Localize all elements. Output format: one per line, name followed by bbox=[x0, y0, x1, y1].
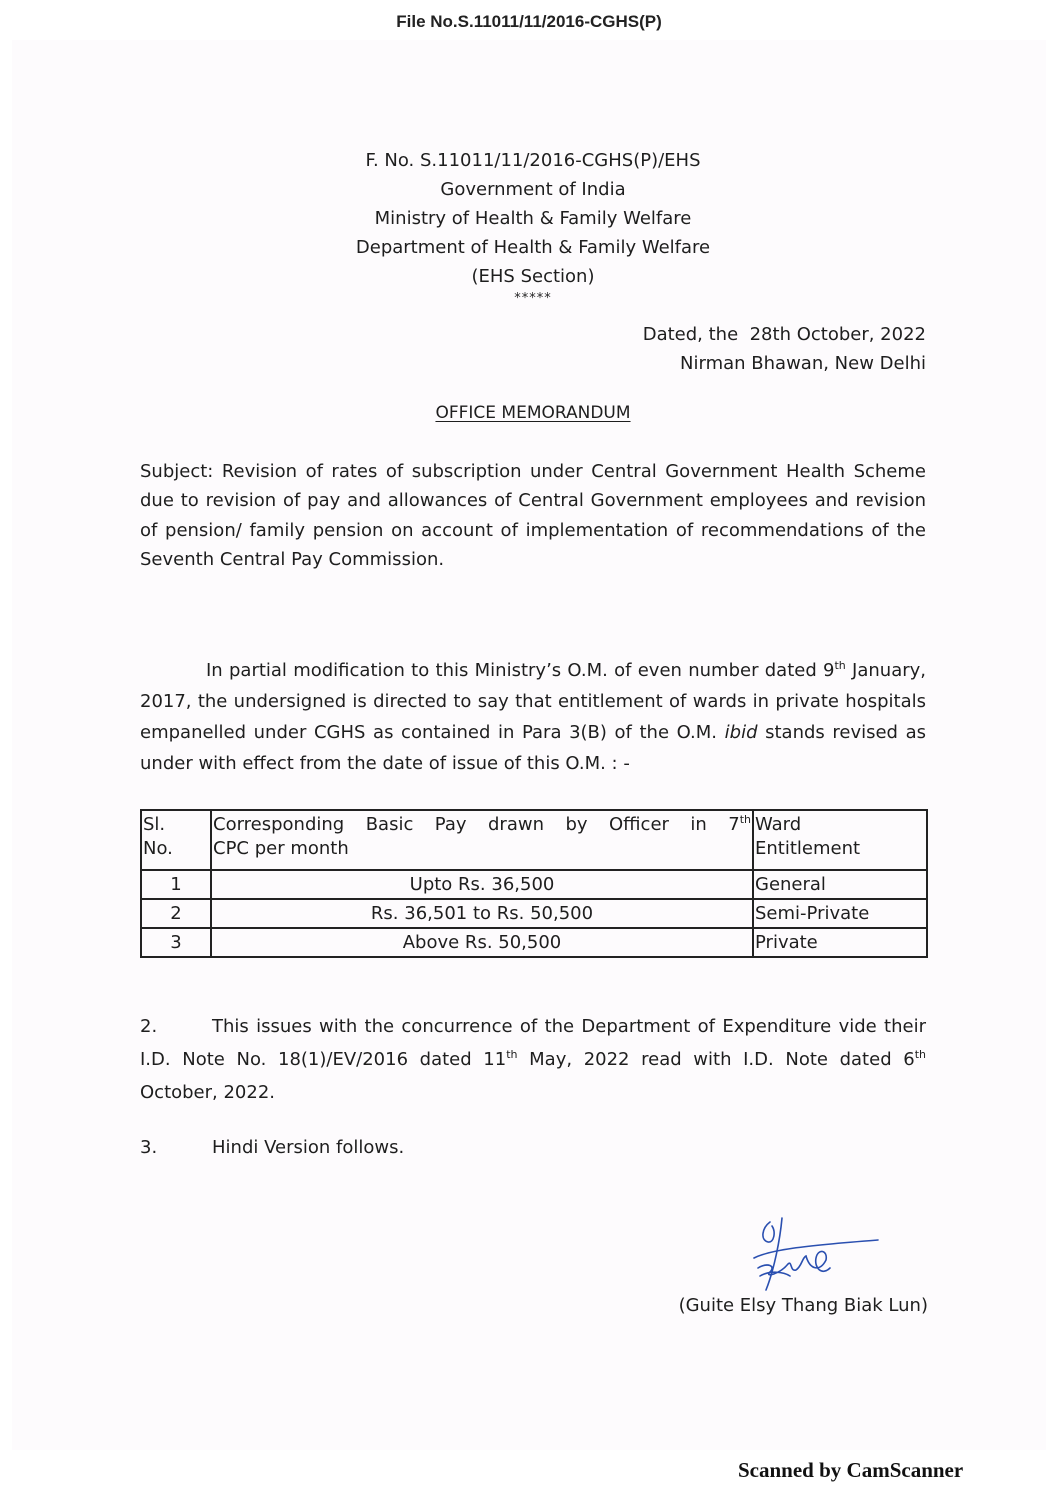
header-ward-entitlement bbox=[753, 810, 927, 870]
superscript: th bbox=[834, 659, 846, 672]
table-header-row bbox=[141, 810, 927, 870]
ministry-name: Ministry of Health & Family Welfare bbox=[374, 208, 692, 229]
cell-sl-no: 2 bbox=[141, 899, 211, 928]
cell-sl-no: 3 bbox=[141, 928, 211, 957]
table-row bbox=[141, 899, 927, 928]
cell-ward: Private bbox=[753, 928, 927, 957]
paragraph-2-text: October, 2022. bbox=[140, 1082, 276, 1103]
header-sl-no bbox=[141, 810, 211, 870]
paragraph-2-text: May, 2022 read with I.D. Note dated 6 bbox=[517, 1049, 915, 1070]
department-name: Department of Health & Family Welfare bbox=[355, 237, 711, 258]
cell-ward: Semi-Private bbox=[753, 899, 927, 928]
table-row bbox=[141, 870, 927, 899]
signatory-name: (Guite Elsy Thang Biak Lun) bbox=[678, 1295, 928, 1316]
cell-sl-no: 1 bbox=[141, 870, 211, 899]
dateline bbox=[643, 320, 926, 378]
header-text: No. bbox=[143, 838, 173, 859]
ward-entitlement-table bbox=[140, 809, 928, 958]
cell-ward: General bbox=[753, 870, 927, 899]
superscript: th bbox=[739, 813, 751, 826]
file-number: File No.S.11011/11/2016-CGHS(P) bbox=[396, 12, 662, 31]
header-text: CPC per month bbox=[213, 838, 349, 859]
subject-paragraph: Subject: Revision of rates of subscription under Central Government Health Scheme due to revision of pay and allowances of Central Government employees and revision of pension/ family pension on account of implementation of recommendations of the Seventh Central Pay Commission. bbox=[140, 461, 926, 570]
reference-number: F. No. S.11011/11/2016-CGHS(P)/EHS bbox=[365, 150, 701, 171]
paragraph-3 bbox=[140, 1133, 926, 1162]
letterhead bbox=[300, 146, 766, 307]
italic-ibid: ibid bbox=[724, 722, 758, 743]
cell-basic-pay: Above Rs. 50,500 bbox=[211, 928, 753, 957]
cell-basic-pay: Rs. 36,501 to Rs. 50,500 bbox=[211, 899, 753, 928]
section-name: (EHS Section) bbox=[471, 266, 595, 287]
page-title: OFFICE MEMORANDUM bbox=[435, 403, 631, 423]
header-text: Sl. bbox=[143, 814, 166, 835]
paragraph-number: 3. bbox=[140, 1137, 158, 1158]
paragraph-1-text: stands revised as under with effect from the date of issue of this O.M. : - bbox=[140, 722, 926, 774]
header-basic-pay bbox=[211, 810, 753, 870]
separator-stars: ***** bbox=[514, 291, 552, 306]
paragraph-1-text: In partial modification to this Ministry’s O.M. of even number dated 9 bbox=[206, 660, 835, 681]
paragraph-number: 2. bbox=[140, 1016, 158, 1037]
superscript: th bbox=[506, 1048, 518, 1061]
superscript: th bbox=[914, 1048, 926, 1061]
camscanner-watermark: Scanned by CamScanner bbox=[738, 1458, 964, 1482]
document-place: Nirman Bhawan, New Delhi bbox=[680, 353, 926, 374]
header-text: Ward bbox=[755, 814, 802, 835]
paragraph-1-text: January, 2017, the undersigned is directed to say that entitlement of wards in private hospitals empanelled under CGHS as contained in Para 3(B) of the O.M. bbox=[140, 660, 926, 743]
government-name: Government of India bbox=[440, 179, 626, 200]
document-date: Dated, the 28th October, 2022 bbox=[642, 324, 926, 345]
paragraph-2-text: This issues with the concurrence of the Department of Expenditure vide their I.D. Note No. 18(1)/EV/2016 dated 11 bbox=[140, 1016, 926, 1070]
header-text: Entitlement bbox=[755, 838, 861, 859]
table-row bbox=[141, 928, 927, 957]
header-text: Corresponding Basic Pay drawn by Officer in 7 bbox=[213, 814, 740, 835]
paragraph-1 bbox=[140, 655, 926, 779]
paragraph-2 bbox=[140, 1010, 926, 1109]
paragraph-3-text: Hindi Version follows. bbox=[212, 1137, 405, 1158]
cell-basic-pay: Upto Rs. 36,500 bbox=[211, 870, 753, 899]
